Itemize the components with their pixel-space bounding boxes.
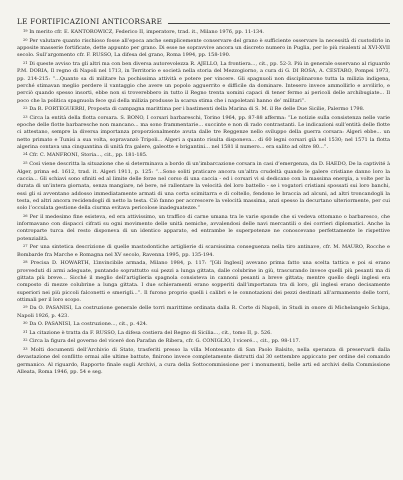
footnote-text: Precisa D. HOWARTH, L’invincibile armada, Milano 1984, p. 117: “[Gli Inglesi] avevano prima fatto una scelta tattica e poi si erano provveduti di armi adeguate, puntando soprattutto sui pezzi a lunga gittata, dalle colubrine in giù, trascurando invece quelli più pesanti ma di gittata più breve... Sicché il meglio dell’artiglieria spagnola consisteva in cannoni pesanti a breve gittata; mentre quello degli inglesi era composto di mezze colubrine a lunga gittata. I due schieramenti erano sopperiti dall’importanza tra di loro, gli inglesi erano decisamente superiori nei più piccoli falconetti e smerigli...”. Il furono proprio quelli i calibri e le connotazioni dei pezzi destinati all’armamento delle torri, ottimali per il loro scopo.	[17, 260, 390, 303]
footnote	[17, 259, 390, 304]
footnote-number: 30	[23, 321, 28, 326]
footnote-text: Da R. FORTEGUERRI, Proposta di campagna marittima per i bastimenti della Marina di S. M. il Re delle Due Sicilie, Palermo 1798.	[29, 106, 365, 113]
footnote-number: 23	[23, 114, 28, 119]
footnote-text: Così viene descritta la situazione che si determinava a bordo di un’imbarcazione corsara in casi d’emergenza, da D. HAEDO, De la captivité à Alger, prima ed. 1612, trad. it. Algeri 1911, p. 125: “...Sono soliti praticare ancora un’altra crudeltà quando le galere cristiane danno loro la caccia... Gli schiavi sono sfiniti ed al limite delle forze nel corso di una caccia - ed i corsari vi si dedicano con la massima energia, a volte per la durata di un’intera giornata, senza mangiare, né bere, né rallentare la velocità del loro battello - se i vogatori cristiani spossati sui loro banchi, essi gli si avventano addosso immediatamente armati di una corta scimitarra e di coltello, fendono le braccia ad alcuni, ad altri troncandogli la testa, ed altri ancora recidendogli di netto la testa. Ciò fanno per accrescere la velocità massima, anzi spesso la decurtano ulteriormente, per cui solo l’occulata gestione della ciurma evitava pericolose inadeguatezze.”	[17, 161, 390, 212]
footnote-text: Per il medesimo fine esisteva, ed era attivissimo, un traffico di carne umana tra le varie sponde che si vedeva ottomano o barbaresco, che informavano con dispacci cifrati su ogni movimento delle unità nemiche, avvalendosi delle navi mercantili o dei corrieri diplomatici. Anche la controparte turca del resto disponeva di un identico apparato, ed entrambe le superpotenze ne conoscevano perfettamente le rispettive potenzialità.	[17, 213, 390, 242]
footnote	[17, 151, 390, 160]
running-head-title: LE FORTIFICAZIONI ANTICORSARE	[17, 17, 163, 26]
footnote-text: Da O. PASANISI, La costruzione generale delle torri marittime ordinata dalla R. Corte di Napoli, in Studi in onore di Michelangelo Schipa, Napoli 1926, p. 423.	[17, 305, 390, 319]
footnote-text: Per valutare quanto rischioso fosse all’epoca anche semplicemente conservare del grano è sufficiente osservare la necessità di custodirlo in apposite masserie fortificate, dette appunto per grano. Di esse ne sopravvive ancora un discreto numero in Puglia, per lo più risalenti al XVI-XVII secolo. Sull’argomento cfr. F. RUSSO, La difesa del grano, Roma 1994, pp. 158-190.	[17, 37, 390, 59]
footnote-text: Da O. PASANISI, La costruzione..., cit., p. 424.	[29, 321, 148, 328]
footnote-number: 33	[23, 346, 28, 351]
footnote	[17, 213, 390, 244]
footnote-number: 26	[23, 213, 28, 218]
footnote	[17, 105, 390, 114]
footnote-text: Circa la figura del governo del viceré don Parafan de Ribera, cfr. G. CONIGLIO, I viceré..., cit., pp. 98-117.	[29, 338, 301, 345]
footnote-number: 31	[23, 329, 28, 334]
footnote-text: Di queste avviso tra gli altri ma con ben diversa autorevolezza R. AJELLO, La frontiera..., cit., pp. 52-3. Più in generale osservano al riguardo P.M. DORIA, Il regno di Napoli nel 1713, in Territorio e società nella storia del Mezzogiorno, a cura di G. DI ROSA, A. CESTARO, Pompei 1973, pp. 214-215: “...Quanto sa di militare ha pochissima attività e potere per vincere. Gli spagnuoli non disciplinarono tutta la milizia indigena, perché stimavan meglio perdere il vantaggio che avere un popolo agguerrito e difficile da dominare. Intesero invece ammollirlo e avvilirlo, e perciò quando spesso insorti, ebbe non si troverebbero in tutto il Regno trenta uomini capaci di tener fermo ai pericoli delle archibugiate... Il poco che la politica spagnuola fece qui della milizia produsse la scarsa stima che i napoletani hanno de’ militari”.	[17, 60, 390, 104]
footnote	[17, 304, 390, 320]
footnote-number: 20	[23, 37, 28, 42]
footnote	[17, 160, 390, 213]
footnote	[17, 329, 390, 338]
footnote-text: In merito cfr. E. KANTOROWICZ, Federico II, imperatore, trad. it., Milano 1976, pp. 11-134.	[29, 29, 264, 36]
footnote-number: 19	[23, 29, 28, 33]
footnote	[17, 60, 390, 105]
footnote-number: 28	[23, 260, 28, 264]
footnote-number: 25	[23, 160, 28, 165]
footnote	[17, 337, 390, 346]
footnote	[17, 37, 390, 60]
header-rule	[168, 23, 390, 24]
footnote-number: 27	[23, 244, 28, 249]
footnote	[17, 320, 390, 329]
footnote	[17, 114, 390, 152]
footnotes-list	[17, 28, 390, 376]
footnote-text: La citazione è tratta da F. RUSSO, La difesa costiera del Regno di Sicilia..., cit., tomo II, p. 526.	[29, 329, 272, 336]
footnote-number: 21	[23, 60, 28, 65]
footnote-text: Molti documenti dell’Archivio di Stato, trasferiti presso la villa Montesanto di San Paolo Balsito, nella speranza di preservarli dalla devastazione del conflitto ormai alle ultime battute, finirono invece completamente distrutti dal 30 settembre appiccato per ordine del comando germanico. Al riguardo, Rapporto finale sugli Archivi, a cura della Sottocommissione per i monumenti, belle arti ed archivi della Commissione Alleata, Roma 1946, pp. 54 e seg.	[17, 346, 390, 375]
footnote-text: Cfr. C. MANFRONI, Storia..., cit., pp. 181-185.	[29, 152, 148, 159]
running-head	[17, 8, 390, 26]
footnote-number: 32	[23, 338, 28, 343]
footnote	[17, 28, 390, 37]
footnote-number: 29	[23, 305, 28, 310]
footnote-number: 24	[23, 152, 28, 157]
footnote-text: Per una sintetica descrizione di quelle mastodontiche artiglierie di scarsissima conseguenza nella tiro antinave, cfr. M. MAURO, Rocche e Bombarde fra Marche e Romagna nel XV secolo, Ravenna 1995, pp. 135-194.	[17, 244, 390, 258]
footnote	[17, 346, 390, 377]
footnote-text: Circa la entità della flotta corsara. S. BONO, I corsari barbareschi, Torino 1964, pp. 87-88 afferma: “Le notizie sulla consistenza nelle varie epoche delle flotte barbaresche non mancano... ma sono frammentarie... succinte e non di rado contrastanti. Le indicazioni sull’entità delle flotte ci attestano, sempre la diversa importanza proporzionalmente avuta dalle tre Reggenze nello sviluppo della guerra corsara: Algeri ebbe... un netto primato e Tunisi a sua volta, sopravanzò Tripoli... Algeri a quanto risulta disponeva... di 60 legni corsari già nel 1530; nel 1571 la flotta algerina contava una cinquantina di unità fra galere, galeotte e brigantini... nel 1581 il numero... era salito ad oltre 80...”.	[17, 114, 390, 151]
footnote-number: 22	[23, 106, 28, 110]
footnote	[17, 243, 390, 259]
